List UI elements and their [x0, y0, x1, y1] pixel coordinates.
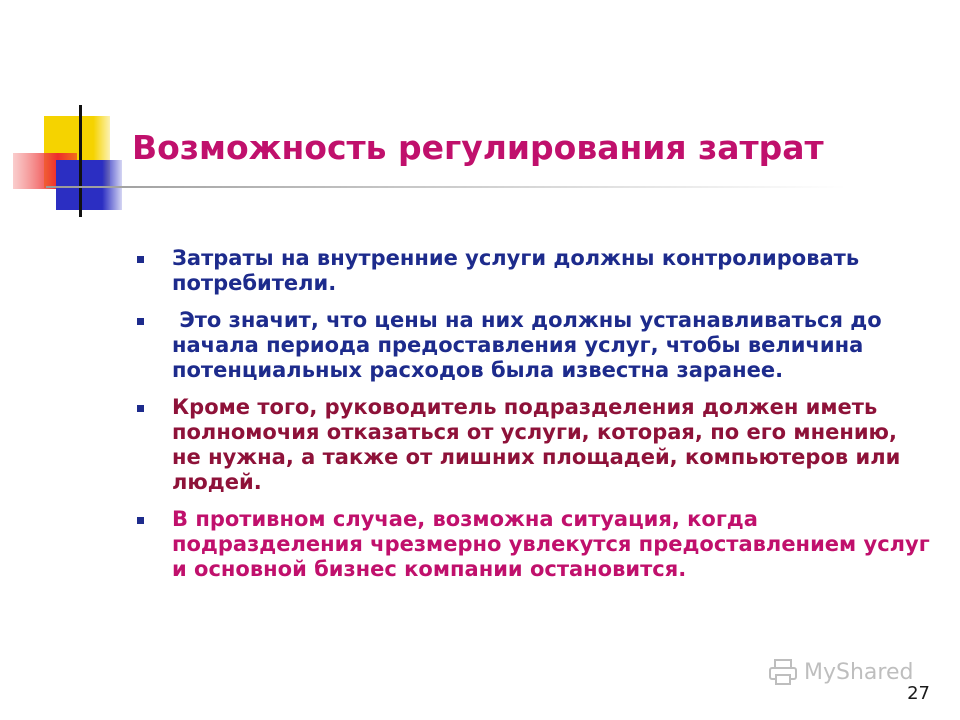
bullet-item-4 — [132, 507, 932, 582]
bullet-marker — [137, 517, 144, 524]
deco-blue-square — [56, 160, 122, 210]
printer-icon — [768, 658, 798, 686]
page-number: 27 — [907, 683, 930, 704]
bullet-text-4: В противном случае, возможна ситуация, когда подразделения чрезмерно увлекутся предоставлением услуг и основной бизнес компании остановится. — [172, 507, 930, 581]
bullet-item-3 — [132, 395, 932, 495]
slide-title: Возможность регулирования затрат — [132, 128, 824, 167]
bullet-marker — [137, 256, 144, 263]
bullet-item-2 — [132, 308, 932, 383]
deco-vertical-line — [79, 105, 82, 217]
watermark-text: MyShared — [804, 659, 914, 685]
bullet-text-3: Кроме того, руководитель подразделения должен иметь полномочия отказаться от услуги, которая, по его мнению, не нужна, а также от лишних площадей, компьютеров или людей. — [172, 395, 901, 494]
bullet-text-2: Это значит, что цены на них должны устанавливаться до начала периода предоставления услуг, чтобы величина потенциальных расходов была известна заранее. — [172, 308, 889, 382]
bullet-marker — [137, 318, 144, 325]
bullet-item-1 — [132, 246, 932, 296]
bullet-list — [132, 246, 932, 594]
deco-horizontal-line — [46, 186, 846, 188]
bullet-text-1: Затраты на внутренние услуги должны контролировать потребители. — [172, 246, 860, 295]
bullet-marker — [137, 405, 144, 412]
myshared-watermark — [768, 656, 913, 688]
